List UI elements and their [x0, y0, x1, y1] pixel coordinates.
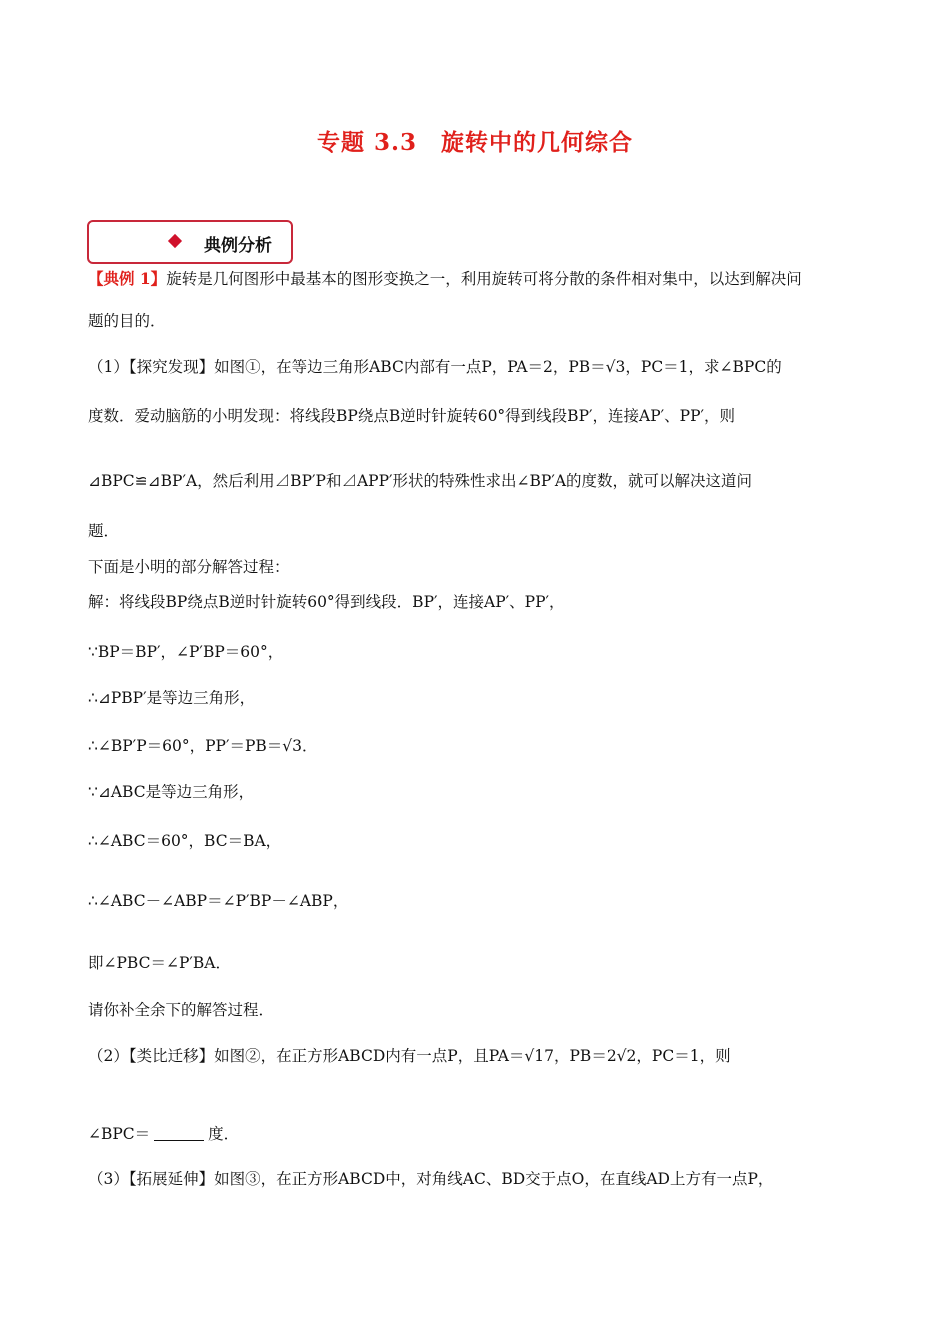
- intro-text: 旋转是几何图形中最基本的图形变换之一，利用旋转可将分散的条件相对集中，以达到解决问: [166, 270, 802, 288]
- intro-continuation: 题的目的．: [88, 312, 166, 330]
- q3-line-1: （3）【拓展延伸】如图③，在正方形ABCD中，对角线AC、BD交于点O，在直线AD上方有一点P，: [88, 1170, 774, 1188]
- answer-blank[interactable]: [154, 1124, 204, 1141]
- q1-line-1: （1）【探究发现】如图①，在等边三角形ABC内部有一点P，PA＝2，PB＝√3，PC＝1，求∠BPC的: [88, 358, 782, 376]
- q2-answer-suffix: 度．: [208, 1125, 240, 1143]
- solution-prompt: 请你补全余下的解答过程．: [88, 1001, 275, 1019]
- example-tag: 【典例 1】: [88, 269, 167, 288]
- solution-heading: 下面是小明的部分解答过程：: [88, 558, 290, 576]
- example-intro: [88, 268, 802, 290]
- q1-line-4: 题．: [88, 522, 120, 540]
- q1-line-3: ⊿BPC≌⊿BP′A，然后利用⊿BP′P和⊿APP′形状的特殊性求出∠BP′A的度数，就可以解决这道问: [88, 472, 753, 490]
- section-header: [87, 220, 293, 264]
- solution-step-4: ∴∠BP′P＝60°，PP′＝PB＝√3．: [88, 737, 318, 755]
- q2-line-1: （2）【类比迁移】如图②，在正方形ABCD内有一点P，且PA＝√17，PB＝2√2，PC＝1，则: [88, 1047, 731, 1065]
- solution-step-8: 即∠PBC＝∠P′BA．: [88, 954, 231, 972]
- solution-step-5: ∵⊿ABC是等边三角形，: [88, 783, 255, 801]
- section-label: 典例分析: [204, 236, 272, 256]
- diamond-icon: [168, 234, 182, 248]
- solution-step-1: 解：将线段BP绕点B逆时针旋转60°得到线段．BP′，连接AP′、PP′，: [88, 593, 565, 611]
- solution-step-3: ∴⊿PBP′是等边三角形，: [88, 689, 256, 707]
- page-title: 专题 3.3 旋转中的几何综合: [316, 129, 634, 156]
- q2-answer-line: [88, 1123, 239, 1145]
- solution-step-2: ∵BP＝BP′，∠P′BP＝60°，: [88, 643, 284, 661]
- solution-step-6: ∴∠ABC＝60°，BC＝BA，: [88, 832, 282, 850]
- q1-line-2: 度数．爱动脑筋的小明发现：将线段BP绕点B逆时针旋转60°得到线段BP′，连接AP′、PP′，则: [88, 407, 736, 425]
- solution-step-7: ∴∠ABC－∠ABP＝∠P′BP－∠ABP，: [88, 892, 349, 910]
- q2-answer-prefix: ∠BPC＝: [88, 1125, 151, 1143]
